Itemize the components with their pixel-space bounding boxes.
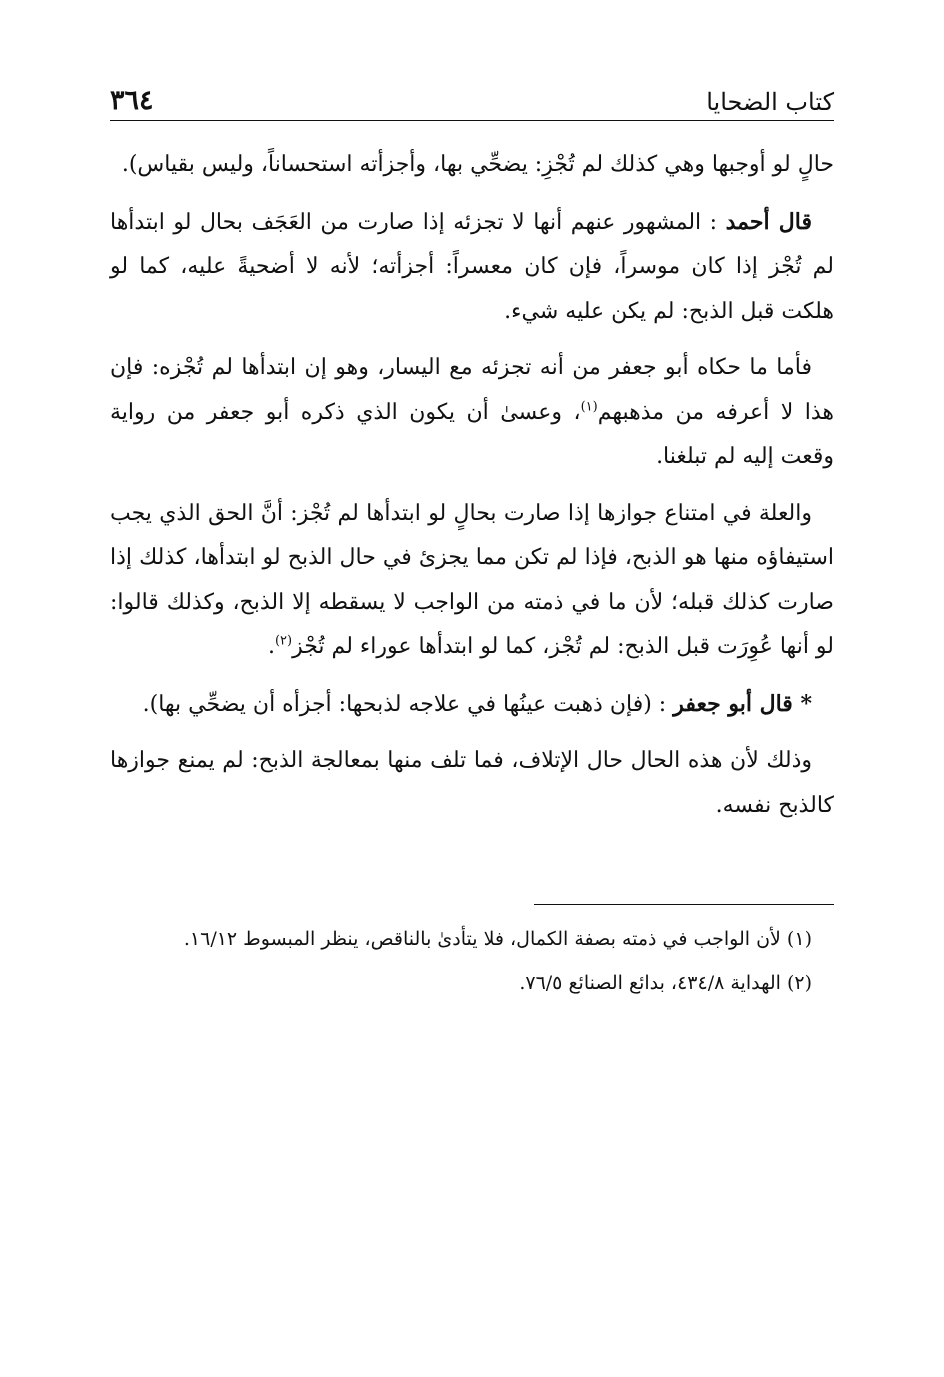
- paragraph-1: [110, 143, 834, 188]
- speaker-label: قال أحمد: [725, 208, 812, 235]
- paragraph-text: فأما ما حكاه أبو جعفر من أنه تجزئه مع اليسار، وهو إن ابتدأها لم تُجْزه: فإن هذا لا أعرفه من مذهبهم: [110, 355, 834, 425]
- paragraph-text: : المشهور عنهم أنها لا تجزئه إذا صارت من العَجَف بحال لو ابتدأها لم تُجْز إذا كان موسراً، فإن كان معسراً: أجزأته؛ لأنه لا أضحيةً عليه، كما لو هلكت قبل الذبح: لم يكن عليه شيء.: [110, 209, 834, 324]
- paragraph-text: ، وعسىٰ أن يكون الذي ذكره أبو جعفر من رواية وقعت إليه لم تبلغنا.: [110, 399, 834, 469]
- main-text: [110, 143, 834, 828]
- page-number: ٣٦٤: [110, 85, 154, 116]
- page-header: [110, 70, 834, 121]
- paragraph-text: وذلك لأن هذه الحال حال الإتلاف، فما تلف منها بمعالجة الذبح: لم يمنع جوازها كالذبح نفسه.: [110, 748, 834, 818]
- speaker-label: * قال أبو جعفر: [673, 690, 812, 717]
- paragraph-text: .: [267, 634, 275, 659]
- paragraph-text: : (فإن ذهبت عينُها في علاجه لذبحها: أجزأه أن يضحِّي بها).: [142, 691, 667, 717]
- footnotes: [110, 921, 834, 1001]
- footnote-reference[interactable]: (١): [580, 399, 598, 415]
- footnote-divider: [534, 904, 834, 905]
- footnote-2: (٢) الهداية ٤٣٤/٨، بدائع الصنائع ٧٦/٥.: [519, 972, 812, 994]
- footnote-reference[interactable]: (٢): [274, 633, 293, 649]
- paragraph-3: [110, 346, 834, 480]
- book-title: كتاب الضحايا: [706, 88, 834, 116]
- paragraph-text: حالٍ لو أوجبها وهي كذلك لم تُجْزِ: يضحِّي بها، وأجزأته استحساناً، وليس بقياس).: [121, 152, 834, 177]
- paragraph-6: [110, 739, 834, 828]
- paragraph-text: والعلة في امتناع جوازها إذا صارت بحالٍ لو ابتدأها لم تُجْز: أنَّ الحق الذي يجب استيفاؤه منها هو الذبح، فإذا لم تكن مما يجزئ في حال الذبح لو ابتدأها، كذلك إذا صارت كذلك قبله؛ لأن ما في ذمته من الواجب لا يسقطه إلا الذبح، وكذلك قالوا: لو أنها عُوِرَت قبل الذبح: لم تُجْز، كما لو ابتدأها عوراء لم تُجْز: [110, 500, 834, 659]
- footnote-1: (١) لأن الواجب في ذمته بصفة الكمال، فلا يتأدىٰ بالناقص، ينظر المبسوط ١٦/١٢.: [183, 928, 812, 950]
- paragraph-5: [110, 682, 834, 728]
- paragraph-2: [110, 200, 834, 335]
- book-page: [110, 70, 834, 1009]
- paragraph-4: [110, 492, 834, 670]
